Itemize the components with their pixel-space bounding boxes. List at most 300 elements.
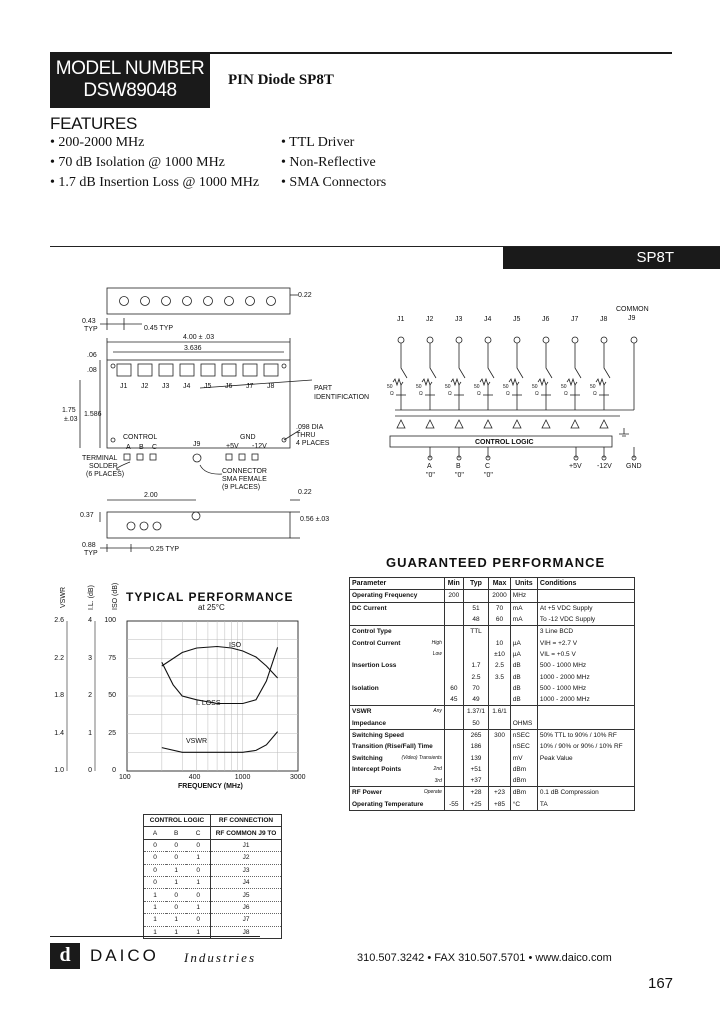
ctl-cell: 0 [186,839,210,851]
spec-header-cell: Min [444,578,463,590]
schematic-port-label: J7 [571,316,579,323]
spec-min-cell [444,729,463,741]
spec-param-cell [350,718,445,730]
dim-label: 0.88 [82,542,96,549]
ctl-row [144,914,282,926]
schematic-driver [426,420,434,428]
ctl-cell: J4 [211,876,282,888]
spec-qualifier: 3rd [434,777,442,784]
schematic-switch [488,343,494,410]
chart-ytick-label: 1.8 [54,692,64,699]
sma-label: SMA FEMALE [222,476,267,483]
spec-c-cell: 10% / 90% or 90% / 10% RF [539,743,623,751]
ctl-cell: 0 [144,876,167,888]
spec-qualifier: High [431,639,442,646]
spec-typ-cell: 49 [463,694,489,706]
input-a-label: A [427,463,432,470]
spec-row [350,683,635,694]
spec-qualifier: (Video) Transients [401,754,442,761]
spec-u-cell: dBm [510,764,537,775]
dim-label: 0.56 ±.03 [300,516,330,523]
spec-param: VSWR [352,708,372,716]
dim-label: 1.586 [84,411,102,418]
ctl-row [144,852,282,864]
chart-subtitle: at 25°C [198,603,225,612]
spec-table [349,577,635,811]
chart-xtick-label: 3000 [290,774,306,781]
spec-typ-cell: +28 [463,787,489,799]
dim-label: .06 [87,352,97,359]
schematic-switch [517,343,523,410]
chart-ytick-label: 4 [88,617,92,624]
schematic-resistor-label: 50 [590,384,596,390]
spec-max-cell [489,752,511,763]
ctl-col-b: B [166,827,186,839]
feature-item: • 1.7 dB Insertion Loss @ 1000 MHz [50,175,260,190]
ctl-cell: J5 [211,889,282,901]
chart-xlabel: FREQUENCY (MHz) [178,783,243,790]
product-title: PIN Diode SP8T [228,72,334,88]
spec-param: Isolation [352,684,379,692]
model-number-value: DSW89048 [83,80,177,101]
spec-typ-cell: 2.5 [463,671,489,682]
chart-ytick-label: 2.2 [54,654,64,662]
axis-il-label: I.L. (dB) [88,585,95,610]
chart-ytick-label: 0 [112,767,116,774]
schematic-resistor [509,379,519,385]
spec-typ-cell: 186 [463,741,489,752]
schematic-driver [455,420,463,428]
ctl-col-c: C [186,827,210,839]
spec-qualifier: Operate [423,789,442,796]
schematic-driver [397,420,405,428]
spec-c-cell: 500 - 1000 MHz [539,684,587,692]
chart-plot-area [127,621,298,771]
schematic-input-pin [574,456,578,460]
spec-u-cell: dBm [510,775,537,787]
feature-item: • TTL Driver [281,135,355,150]
terminal-label: TERMINAL [82,455,118,462]
ctl-cell: 1 [144,914,167,926]
ctl-row [144,901,282,913]
spec-min-cell [444,752,463,763]
ctl-cell: J1 [211,839,282,851]
chart-ytick-label: 1.4 [54,729,64,737]
chart-xtick-label: 100 [119,774,131,781]
spec-max-cell: 1.6/1 [489,706,511,718]
thru-label: THRU [296,432,316,439]
ctl-cell: 0 [166,901,186,913]
spec-param: DC Current [352,604,387,612]
ctl-cell: 1 [166,876,186,888]
spec-min-cell [444,602,463,614]
spec-c-cell [537,718,634,730]
spec-qualifier: Low [432,651,442,658]
spec-typ-cell: 48 [463,614,489,626]
chart-ytick-label: 3 [88,654,92,662]
ctl-cell: 0 [186,864,210,876]
spec-param: Operating Frequency [352,592,418,600]
spec-min-cell: 45 [444,694,463,706]
spec-param: Intercept Points [352,765,402,773]
spec-param-cell [350,590,445,602]
spec-u-cell: MHz [510,590,537,602]
ctl-cell: 1 [186,852,210,864]
spec-max-cell: 10 [489,637,511,648]
dim-label: 0.22 [298,292,312,299]
spec-u-cell [510,706,537,718]
places4-label: 4 PLACES [296,440,330,447]
schematic-input-pin [602,456,606,460]
spec-min-cell [444,660,463,671]
spec-u-cell: °C [510,799,537,811]
spec-typ-cell: 70 [463,683,489,694]
spec-typ-cell: +51 [463,764,489,775]
ctl-cell: 1 [186,926,210,938]
spec-u-cell [510,626,537,638]
spec-param-cell [350,706,445,718]
control-logic-label: CONTROL LOGIC [475,439,534,446]
ctl-cell: 0 [166,839,186,851]
spec-u-cell: dB [510,683,537,694]
spec-header-cell: Units [510,578,537,590]
input-plus5-label: +5V [569,463,582,470]
schematic-resistor [538,379,548,385]
spec-max-cell: 2.5 [489,660,511,671]
axis-iso-label: ISO (dB) [112,582,119,610]
schematic-resistor-label: 50 [416,384,422,390]
spec-max-cell: 3.5 [489,671,511,682]
outline-port-label: J1 [120,383,128,390]
connector-label: CONNECTOR [222,468,267,475]
spec-min-cell [444,671,463,682]
schematic-resistor [596,379,606,385]
dim-label: .08 [87,367,97,374]
schematic-ground-symbol [619,428,629,436]
spec-max-cell [489,764,511,775]
schematic-ohm-label: Ω [564,391,568,397]
ctl-header-logic: CONTROL LOGIC [144,815,211,827]
schematic-port-label: J5 [513,316,521,323]
spec-param: Impedance [352,719,386,727]
schematic-resistor-label: 50 [503,384,509,390]
spec-param: Control Type [352,628,392,636]
spec-typ-cell [463,649,489,660]
spec-c-cell [537,706,634,718]
spec-row [350,602,635,614]
input-minus12-label: -12V [597,463,612,470]
spec-c-cell: 0.1 dB Compression [537,787,634,799]
schematic-resistor [451,379,461,385]
chart-title: TYPICAL PERFORMANCE [126,590,294,604]
ctl-row [144,864,282,876]
schematic-input-pin [457,456,461,460]
schematic-switch [546,343,552,410]
spec-c-cell [537,775,634,787]
spec-max-cell [489,718,511,730]
ctl-row [144,839,282,851]
spec-typ-cell: 265 [463,729,489,741]
schematic-port-label: J4 [484,316,492,323]
part-id-label: PART IDENTIFICATION [314,385,370,401]
spec-param: Switching [352,754,383,762]
spec-max-cell: 70 [489,602,511,614]
spec-header-cell: Conditions [537,578,634,590]
spec-row [350,671,635,682]
spec-max-cell [489,683,511,694]
schematic-switch [604,343,610,410]
spec-param-cell [350,694,445,706]
dia-label: .098 DIA [296,424,324,431]
spec-max-cell [489,626,511,638]
spec-max-cell [489,775,511,787]
common-label: COMMON [616,306,649,313]
spec-param-cell [350,602,445,614]
spec-min-cell [444,637,463,648]
feature-item: • Non-Reflective [281,155,376,170]
outline-port-label: J7 [246,383,254,390]
spec-max-cell: ±10 [489,649,511,660]
schematic-port-connector [398,337,404,343]
dim-label: 0.43 [82,318,96,325]
schematic-resistor [422,379,432,385]
guaranteed-title: GUARANTEED PERFORMANCE [386,555,606,570]
ctl-cell: 1 [186,876,210,888]
spec-param: Switching Speed [352,732,405,739]
spec-param-cell [350,752,445,763]
chart-ytick-label: 1.0 [54,767,64,774]
spec-typ-cell [463,590,489,602]
spec-qualifier: 2nd [433,765,442,772]
schematic-port-label: J2 [426,316,434,323]
schematic-driver [484,420,492,428]
input-b-label: B [456,463,461,470]
feature-item: • 70 dB Isolation @ 1000 MHz [50,155,225,170]
spec-row [350,590,635,602]
spec-c-cell: To -12 VDC Supply [539,616,596,624]
schematic-port-connector [456,337,462,343]
spec-row [350,752,635,763]
ctl-cell: J2 [211,852,282,864]
ctl-header-rf: RF CONNECTION [211,815,282,827]
spec-c-cell: TA [539,800,548,808]
dim-label: 0.45 TYP [144,325,174,332]
spec-typ-cell: 51 [463,602,489,614]
spec-typ-cell: 1.7 [463,660,489,671]
spec-row [350,706,635,718]
control-c-label: C [152,444,158,451]
section-tag-label: SP8T [636,249,674,266]
spec-param: Control Current [352,639,401,647]
schematic-resistor [567,379,577,385]
spec-u-cell: µA [510,649,537,660]
ctl-col-rf: RF COMMON J9 TO [211,827,282,839]
features-heading: FEATURES [50,114,138,133]
chart-ytick-label: 1 [88,729,92,737]
spec-param-cell [350,787,445,799]
page-number: 167 [648,975,674,992]
spec-c-cell [537,764,634,775]
dim-label: 0.25 TYP [150,546,180,553]
spec-param-cell [350,637,445,648]
schematic-driver [571,420,579,428]
spec-param-cell [350,649,445,660]
input-c-label: C [485,463,491,470]
spec-c-cell: Peak Value [539,754,573,762]
ctl-cell: J6 [211,901,282,913]
ctl-cell: 1 [144,901,167,913]
outline-port-label: J4 [183,383,191,390]
schematic-switch [575,343,581,410]
spec-row [350,764,635,775]
spec-row [350,614,635,626]
gnd-label: GND [240,434,256,441]
chart-curve-label: ISO [229,642,242,649]
schematic-driver [542,420,550,428]
schematic-ohm-label: Ω [477,391,481,397]
contact-info: 310.507.3242 • FAX 310.507.5701 • www.daico.com [357,952,612,964]
company-name: DAICO [90,946,159,965]
spec-param-cell [350,626,445,638]
spec-u-cell: dB [510,660,537,671]
dim-label: 0.37 [80,512,94,519]
spec-param-cell [350,729,445,741]
spec-param: Insertion Loss [352,662,397,670]
schematic-switch [401,343,407,410]
schematic-switch [459,343,465,410]
chart-series-i-loss [162,647,278,703]
dim-label: 1.75 [62,407,76,414]
chart-ytick-label: 75 [108,654,116,662]
spec-min-cell: -55 [444,799,463,811]
ctl-row [144,876,282,888]
ctl-header-row [144,815,282,827]
outline-port-label: J8 [267,383,275,390]
spec-u-cell: dB [510,671,537,682]
spec-max-cell: 2000 [489,590,511,602]
schematic-input-pin [428,456,432,460]
spec-min-cell [444,775,463,787]
company-suffix: Industries [184,950,256,965]
ctl-cell: 1 [144,889,167,901]
spec-typ-cell [463,637,489,648]
ctl-cell: 1 [166,926,186,938]
dim-label: 2.00 [144,492,158,499]
chart-xtick-label: 1000 [234,774,251,781]
schematic-port-connector [485,337,491,343]
axis-vswr-label: VSWR [60,587,67,608]
spec-header-row [350,578,635,590]
spec-param: Operating Temperature [352,800,424,808]
spec-param: RF Power [352,789,382,797]
spec-param-cell [350,741,445,752]
schematic-driver [513,420,521,428]
header-rule [210,52,672,54]
schematic-resistor-label: 50 [532,384,538,390]
spec-row [350,718,635,730]
model-number-box [50,52,210,108]
schematic-input-pin [486,456,490,460]
spec-u-cell: mA [510,614,537,626]
spec-max-cell: +85 [489,799,511,811]
schematic-common-connector [631,337,637,343]
schematic-resistor [393,379,403,385]
spec-min-cell [444,718,463,730]
minus12-label: -12V [252,443,267,450]
schematic-resistor [480,379,490,385]
chart-ytick-label: 50 [108,692,116,699]
ctl-cell: 0 [186,889,210,901]
spec-c-cell: At +5 VDC Supply [537,602,634,614]
dim-label: TYP [84,550,98,557]
solder-label: SOLDER [89,463,118,470]
plus5-label: +5V [226,443,239,450]
places6-label: (6 PLACES) [86,471,125,478]
spec-param-cell [350,614,445,626]
chart-ytick-label: 25 [108,729,116,737]
spec-min-cell [444,787,463,799]
spec-u-cell: mA [510,602,537,614]
spec-row [350,637,635,648]
ctl-col-a: A [144,827,167,839]
outline-port-label: J6 [225,383,233,390]
dim-label: TYP [84,326,98,333]
input-c-sub: "0" [484,472,493,479]
spec-c-cell: 3 Line BCD [537,626,634,638]
schematic-ohm-label: Ω [593,391,597,397]
spec-param-cell [350,775,445,787]
ctl-subheader-row [144,827,282,839]
spec-typ-cell: 1.37/1 [463,706,489,718]
spec-min-cell: 60 [444,683,463,694]
control-label: CONTROL [123,434,158,441]
spec-min-cell [444,706,463,718]
schematic-input-pin [632,456,636,460]
schematic-driver [600,420,608,428]
schematic-port-connector [427,337,433,343]
spec-min-cell: 200 [444,590,463,602]
spec-typ-cell: +25 [463,799,489,811]
dim-label: 0.22 [298,489,312,496]
chart-series-iso [162,647,278,679]
spec-typ-cell: TTL [463,626,489,638]
ctl-cell: 1 [186,901,210,913]
spec-max-cell [489,694,511,706]
spec-typ-cell: 50 [463,718,489,730]
spec-u-cell: OHMS [510,718,537,730]
spec-row [350,626,635,638]
schematic-port-connector [514,337,520,343]
ctl-cell: 1 [144,926,167,938]
spec-u-cell: mV [510,752,537,763]
spec-u-cell: nSEC [510,741,537,752]
schematic-ohm-label: Ω [506,391,510,397]
ctl-cell: 0 [166,852,186,864]
spec-c-cell: 1000 - 2000 MHz [539,696,590,704]
section-tag [503,247,720,269]
spec-c-cell: 50% TTL to 90% / 10% RF [537,729,634,741]
spec-c-cell: 1000 - 2000 MHz [539,673,590,681]
schematic-port-connector [572,337,578,343]
ctl-cell: J8 [211,926,282,938]
places9-label: (9 PLACES) [222,484,261,491]
schematic-port-label: J8 [600,316,608,323]
dim-label: ±.03 [64,416,78,423]
spec-row [350,660,635,671]
schematic-resistor-label: 50 [387,384,393,390]
schematic-resistor-label: 50 [561,384,567,390]
spec-param-cell [350,660,445,671]
